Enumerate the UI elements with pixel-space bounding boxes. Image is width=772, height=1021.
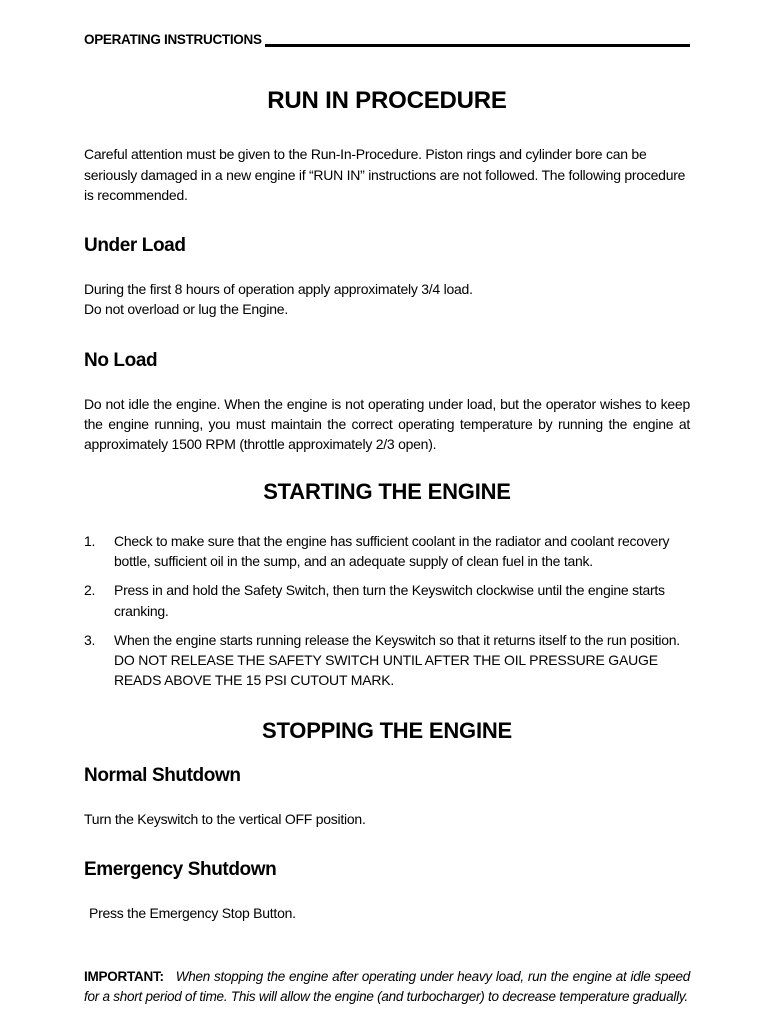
intro-paragraph: Careful attention must be given to the Run-In-Procedure. Piston rings and cylinder bore can be seriously damaged in a new engine if “RUN IN” instructions are not followed. The following procedure is recommended. xyxy=(84,146,686,203)
spacer xyxy=(84,257,690,279)
spacer xyxy=(84,743,690,765)
spacer xyxy=(84,454,690,480)
spacer xyxy=(84,691,690,719)
spacer xyxy=(84,372,690,394)
list-item-number: 1. xyxy=(84,532,96,549)
spacer xyxy=(84,205,690,235)
list-item xyxy=(84,630,690,691)
list-item-number: 3. xyxy=(84,631,96,648)
normal-shutdown-paragraph: Turn the Keyswitch to the vertical OFF position. xyxy=(84,810,366,827)
page-title: RUN IN PROCEDURE xyxy=(267,87,507,114)
list-item xyxy=(84,580,690,621)
important-note-text: When stopping the engine after operating under heavy load, run the engine at idle speed for a short period of time. This will allow the engine (and turbocharger) to decrease temperature gradually. xyxy=(84,968,690,1004)
spacer xyxy=(84,829,690,859)
list-item xyxy=(84,531,690,572)
list-item-text: Press in and hold the Safety Switch, then turn the Keyswitch clockwise until the engine starts cranking. xyxy=(114,582,665,619)
spacer xyxy=(84,320,690,350)
important-note xyxy=(84,967,690,1008)
list-item-number: 2. xyxy=(84,582,96,599)
important-label: IMPORTANT: xyxy=(84,968,164,984)
emergency-shutdown-paragraph: Press the Emergency Stop Button. xyxy=(89,904,296,921)
spacer xyxy=(84,114,690,144)
spacer xyxy=(84,923,690,953)
under-load-line-1: During the first 8 hours of operation apply approximately 3/4 load. xyxy=(84,281,473,298)
heading-stopping-the-engine: STOPPING THE ENGINE xyxy=(261,717,513,743)
header-title: OPERATING INSTRUCTIONS xyxy=(84,32,262,47)
no-load-paragraph: Do not idle the engine. When the engine is not operating under load, but the operator wishes to keep the engine running, you must maintain the correct operating temperature by running the engine at approximately 1500 RPM (throttle approximately 2/3 open). xyxy=(84,395,690,453)
spacer xyxy=(84,787,690,809)
header-rule-line xyxy=(265,44,690,47)
under-load-line-2: Do not overload or lug the Engine. xyxy=(84,301,288,318)
spacer xyxy=(84,505,690,531)
running-header xyxy=(84,33,690,48)
list-item-warning-text: DO NOT RELEASE THE SAFETY SWITCH UNTIL AFTER THE OIL PRESSURE GAUGE READS ABOVE THE 15 PSI CUTOUT MARK. xyxy=(114,652,658,689)
list-item-text: When the engine starts running release the Keyswitch so that it returns itself to the run position. xyxy=(114,631,680,648)
document-content xyxy=(84,80,690,1021)
list-item-text: Check to make sure that the engine has sufficient coolant in the radiator and coolant recovery bottle, sufficient oil in the sump, and an adequate supply of clean fuel in the tank. xyxy=(114,532,670,569)
heading-no-load: No Load xyxy=(84,349,158,371)
starting-steps-list xyxy=(84,531,690,691)
heading-emergency-shutdown: Emergency Shutdown xyxy=(84,859,277,881)
heading-starting-the-engine: STARTING THE ENGINE xyxy=(263,479,511,505)
heading-under-load: Under Load xyxy=(84,235,186,257)
spacer xyxy=(84,881,690,903)
heading-normal-shutdown: Normal Shutdown xyxy=(84,764,241,786)
